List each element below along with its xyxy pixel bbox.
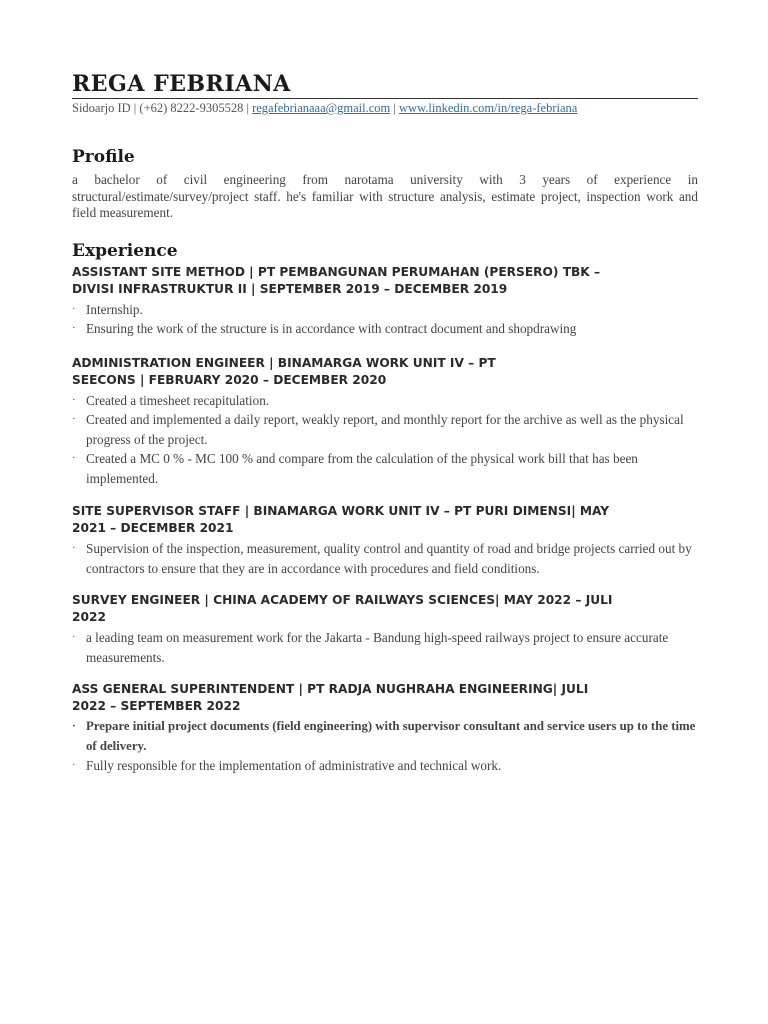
- job-entry: [72, 503, 698, 578]
- job-bullets: [72, 628, 698, 667]
- job-bullets: [72, 717, 698, 776]
- list-item: [72, 410, 698, 449]
- bullet-icon: ·: [72, 720, 76, 732]
- job-title: [72, 503, 698, 537]
- job-entry: [72, 264, 698, 339]
- job-title-line: SURVEY ENGINEER | CHINA ACADEMY OF RAILWAYS SCIENCES| MAY 2022 – JULI: [72, 593, 613, 607]
- resume-page: [72, 70, 698, 776]
- bullet-icon: ·: [72, 452, 76, 464]
- bullet-text: Internship.: [86, 301, 143, 317]
- job-bullets: [72, 539, 698, 578]
- bullet-text: Ensuring the work of the structure is in accordance with contract document and shopdrawing: [86, 321, 577, 336]
- bullet-icon: ·: [72, 413, 76, 425]
- job-bullets: [72, 391, 698, 489]
- contact-separator: |: [390, 101, 400, 115]
- bullet-text: Supervision of the inspection, measurement, quality control and quantity of road and bridge projects carried out by contractors to ensure that they are in accordance with procedures and field conditions.: [86, 541, 692, 576]
- bullet-icon: ·: [72, 302, 76, 315]
- bullet-icon: ·: [72, 631, 76, 643]
- job-entry: [72, 355, 698, 489]
- bullet-text: Created a timesheet recapitulation.: [86, 392, 270, 408]
- job-title-line: SITE SUPERVISOR STAFF | BINAMARGA WORK UNIT IV – PT PURI DIMENSI| MAY: [72, 504, 610, 518]
- list-item: [72, 449, 698, 488]
- job-title-line: ADMINISTRATION ENGINEER | BINAMARGA WORK UNIT IV – PT: [72, 355, 496, 370]
- list-item: [72, 717, 698, 756]
- job-title-line: SEECONS | FEBRUARY 2020 – DECEMBER 2020: [72, 372, 387, 387]
- job-title: [72, 681, 698, 715]
- list-item: [72, 391, 698, 411]
- job-title: [72, 592, 698, 626]
- bullet-text: Fully responsible for the implementation of administrative and technical work.: [86, 758, 502, 773]
- job-entry: [72, 592, 698, 667]
- job-title-line: 2022 – SEPTEMBER 2022: [72, 699, 241, 713]
- bullet-text: Created and implemented a daily report, weakly report, and monthly report for the archive as well as the physical progress of the project.: [86, 412, 684, 447]
- profile-heading: Profile: [72, 147, 135, 167]
- job-title-line: ASS GENERAL SUPERINTENDENT | PT RADJA NUGHRAHA ENGINEERING| JULI: [72, 682, 589, 696]
- bullet-icon: ·: [72, 759, 76, 771]
- job-title-line: DIVISI INFRASTRUKTUR II | SEPTEMBER 2019 – DECEMBER 2019: [72, 281, 508, 296]
- job-title-line: ASSISTANT SITE METHOD | PT PEMBANGUNAN PERUMAHAN (PERSERO) TBK –: [72, 264, 601, 279]
- list-item: [72, 628, 698, 667]
- contact-line: [72, 100, 698, 116]
- linkedin-link[interactable]: www.linkedin.com/in/rega-febriana: [399, 101, 578, 115]
- list-item: [72, 756, 698, 776]
- experience-heading: Experience: [72, 240, 178, 261]
- job-bullets: [72, 300, 698, 339]
- bullet-icon: ·: [72, 393, 76, 406]
- profile-summary: a bachelor of civil engineering from narotama university with 3 years of experience in structural/estimate/survey/project staff. he's familiar with structure analysis, estimate project, inspection work and field measurement.: [72, 172, 698, 220]
- job-entry: [72, 681, 698, 776]
- job-title: [72, 355, 698, 389]
- bullet-text: Prepare initial project documents (field engineering) with supervisor consultant and service users up to the time of delivery.: [86, 719, 696, 753]
- list-item: [72, 539, 698, 578]
- email-link[interactable]: regafebrianaaa@gmail.com: [252, 101, 391, 115]
- job-title-line: 2021 – DECEMBER 2021: [72, 521, 234, 535]
- job-title-line: 2022: [72, 610, 106, 624]
- bullet-text: Created a MC 0 % - MC 100 % and compare from the calculation of the physical work bill that has been implemented.: [86, 451, 638, 486]
- list-item: [72, 300, 698, 320]
- contact-location-phone: Sidoarjo ID | (+62) 8222-9305528 |: [72, 101, 253, 115]
- bullet-icon: ·: [72, 322, 76, 334]
- job-title: [72, 264, 698, 298]
- candidate-name: REGA FEBRIANA: [72, 70, 698, 99]
- bullet-icon: ·: [72, 542, 76, 554]
- list-item: [72, 319, 698, 339]
- bullet-text: a leading team on measurement work for the Jakarta - Bandung high-speed railways project to ensure accurate measurements.: [86, 630, 669, 665]
